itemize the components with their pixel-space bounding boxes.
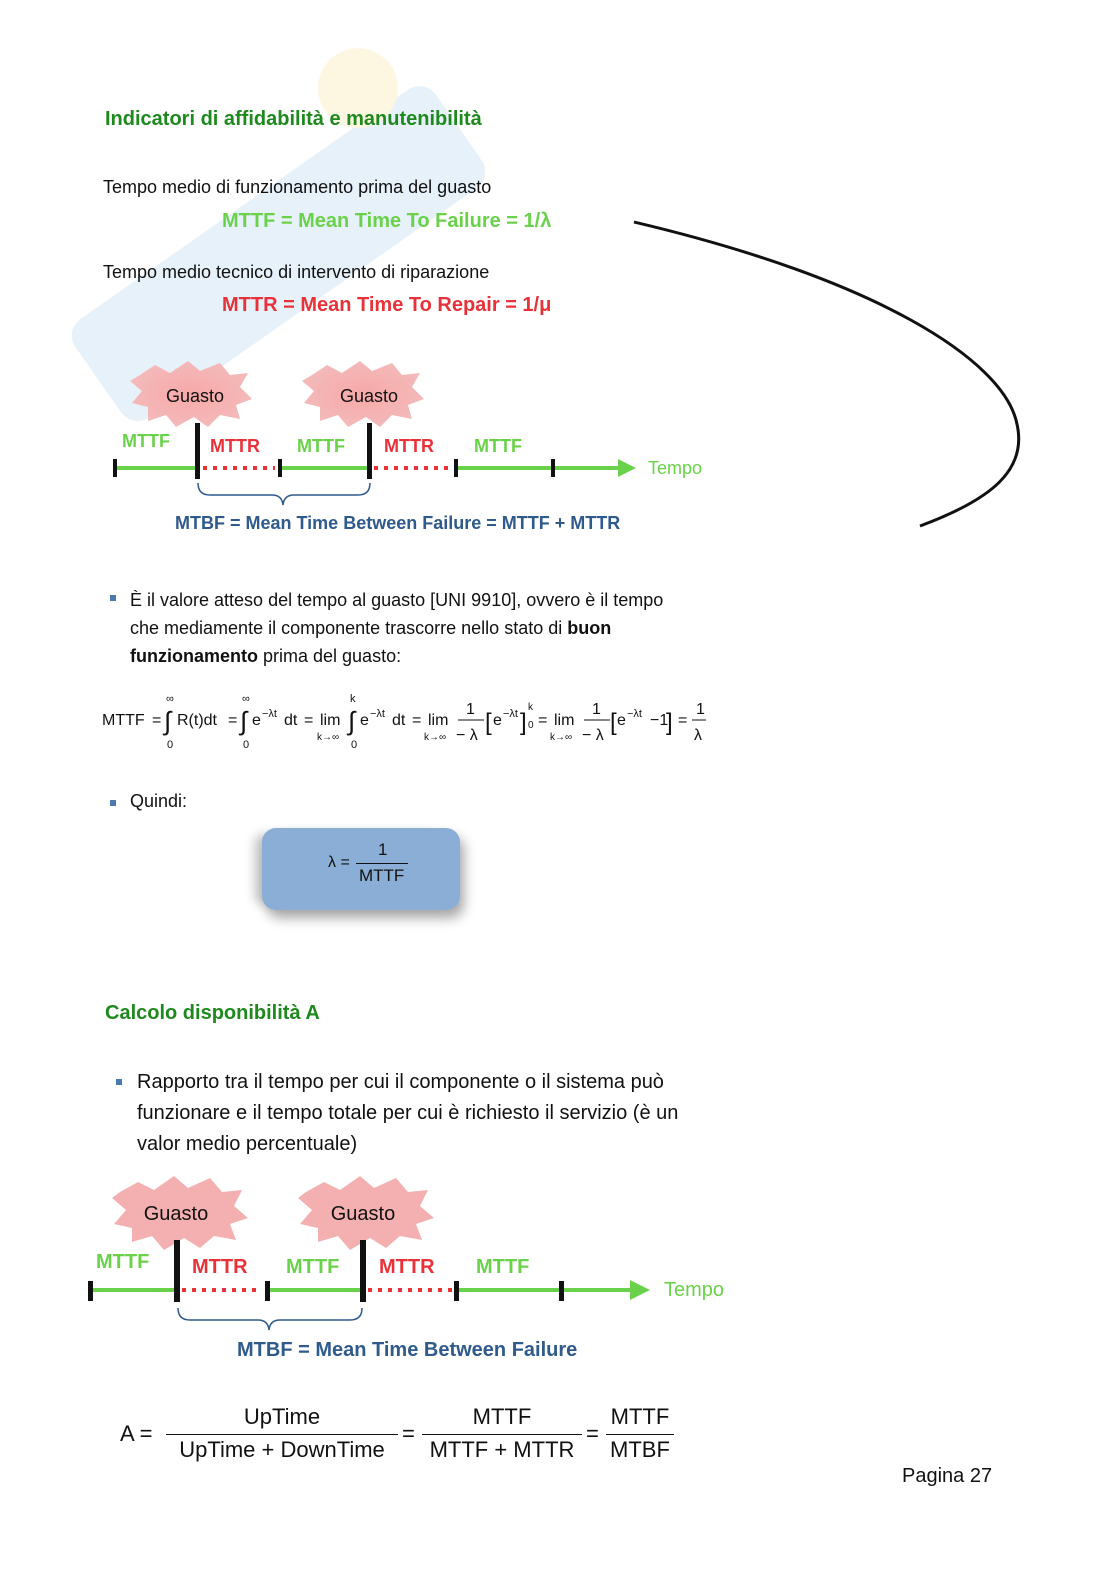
formula-lim-1: lim [320,712,341,729]
equals-1: = [402,1421,415,1446]
bracket-lower-1: 0 [528,720,534,731]
mttr-label-3: MTTR [192,1256,248,1278]
lower-limit-2: 0 [243,739,250,751]
mttr-label-4: MTTR [379,1256,435,1278]
uptime-denominator: UpTime + DownTime [179,1437,385,1462]
bullet-text-3: prima del guasto: [258,646,402,666]
time-arrow-head-2 [630,1280,650,1300]
expected-time-bullet [130,586,750,670]
timeline-diagram-1 [100,355,740,545]
formula-one-3: 1 [696,701,705,718]
mttf-definition: MTTF = Mean Time To Failure = 1/λ [222,210,552,232]
mttr-definition: MTTR = Mean Time To Repair = 1/μ [222,294,552,316]
upper-limit-3: k [350,693,356,705]
box-numerator: 1 [378,840,388,859]
guasto-label-2: Guasto [339,386,399,406]
box-fraction-line [356,863,408,864]
formula-dt-1: dt [284,712,298,729]
formula-lim-2: lim [428,712,449,729]
availability-text-3: valor medio percentuale) [137,1133,358,1155]
mttf-integral-formula [100,690,740,760]
box-lambda: λ = [328,854,350,871]
bullet-marker [116,1079,122,1085]
fraction-line-3 [606,1434,674,1435]
uptime-numerator: UpTime [243,1404,321,1429]
timeline-diagram-2 [80,1172,760,1372]
formula-neg-lambda-1: − λ [456,727,478,744]
svg-text:∫: ∫ [164,706,172,736]
guasto-label-1: Guasto [165,386,225,406]
lambda-formula-box [262,828,460,910]
page-number: Pagina 27 [902,1465,993,1487]
mttr-label-1: MTTR [210,436,260,456]
bullet-text-2: che mediamente il componente trascorre nello stato di [130,618,568,638]
formula-minus-one: −1 [650,712,669,729]
mttf-label-5: MTTF [286,1256,340,1278]
svg-text:=: = [152,712,162,729]
formula-exp-4: e [617,712,626,729]
formula-lim-sub-1: k→∞ [317,732,340,743]
svg-text:]: ] [666,709,673,736]
time-arrow-head [618,459,636,477]
svg-text:=: = [538,712,548,729]
svg-text:=: = [678,712,688,729]
section-heading-reliability: Indicatori di affidabilità e manutenibilità [105,108,482,130]
mtbf-denominator: MTBF [610,1437,670,1462]
upper-limit-1: ∞ [166,693,174,705]
bracket-upper-1: k [528,702,533,713]
formula-lim-3: lim [554,712,575,729]
upper-limit-2: ∞ [242,693,250,705]
section-heading-availability: Calcolo disponibilità A [105,1002,320,1024]
guasto-label-4: Guasto [330,1203,396,1225]
formula-exponent-3: −λt [503,708,518,720]
formula-lim-sub-2: k→∞ [424,732,447,743]
guasto-label-3: Guasto [143,1203,209,1225]
svg-text:]: ] [520,709,527,736]
svg-text:=: = [228,712,238,729]
mttf-label-2: MTTF [297,436,345,456]
formula-exponent-4: −λt [627,708,642,720]
availability-formula [120,1404,700,1474]
mtbf-definition-1: MTBF = Mean Time Between Failure = MTTF + MTTR [175,513,621,533]
bullet-bold-1: buon [567,618,612,638]
formula-exp-3: e [493,712,502,729]
bullet-bold-2: funzionamento [130,646,258,666]
mttf-description: Tempo medio di funzionamento prima del guasto [103,177,492,197]
svg-text:=: = [412,712,422,729]
svg-text:[: [ [485,709,492,736]
lower-limit-3: 0 [351,739,358,751]
formula-lim-sub-3: k→∞ [550,732,573,743]
fraction-line-1 [166,1434,398,1435]
tempo-label-1: Tempo [648,458,703,478]
svg-text:∫: ∫ [348,706,356,736]
formula-exponent-1: −λt [262,708,277,720]
mtbf-brace-1 [198,483,370,505]
formula-exponent-2: −λt [370,708,385,720]
formula-exp-2: e [360,712,369,729]
svg-text:∫: ∫ [240,706,248,736]
formula-dt-2: dt [392,712,406,729]
mttf-numerator: MTTF [472,1404,532,1429]
formula-one-2: 1 [592,701,601,718]
availability-text-1: Rapporto tra il tempo per cui il componente o il sistema può [137,1071,664,1093]
availability-text-2: funzionare e il tempo totale per cui è richiesto il servizio (è un [137,1102,679,1124]
mttf-numerator-2: MTTF [610,1404,670,1429]
mttr-label-2: MTTR [384,436,434,456]
tempo-label-2: Tempo [664,1279,725,1301]
bullet-marker [110,595,116,601]
mttf-mttr-denominator: MTTF + MTTR [429,1437,575,1462]
mttf-label-4: MTTF [96,1251,150,1273]
formula-neg-lambda-2: − λ [582,727,604,744]
formula-one-1: 1 [466,701,475,718]
quindi-bullet: Quindi: [130,791,188,811]
mttf-label-6: MTTF [476,1256,530,1278]
formula-rt: R(t)dt [177,712,217,729]
equals-2: = [586,1421,599,1446]
availability-bullet [137,1067,757,1160]
fraction-line-2 [422,1434,582,1435]
lower-limit-1: 0 [167,739,174,751]
box-denominator: MTTF [359,866,405,885]
svg-text:=: = [304,712,314,729]
svg-text:[: [ [610,709,617,736]
mttr-description: Tempo medio tecnico di intervento di riparazione [103,262,490,282]
formula-mttf: MTTF [102,712,145,729]
mtbf-brace-2 [178,1308,362,1330]
mtbf-definition-2: MTBF = Mean Time Between Failure [237,1339,578,1361]
formula-a: A = [120,1421,153,1446]
mttf-label-3: MTTF [474,436,522,456]
formula-lambda: λ [694,727,702,744]
formula-exp-1: e [252,712,261,729]
bullet-marker [110,800,116,806]
mttf-label-1: MTTF [122,431,170,451]
bullet-text-1: È il valore atteso del tempo al guasto [UNI 9910], ovvero è il tempo [130,590,664,610]
